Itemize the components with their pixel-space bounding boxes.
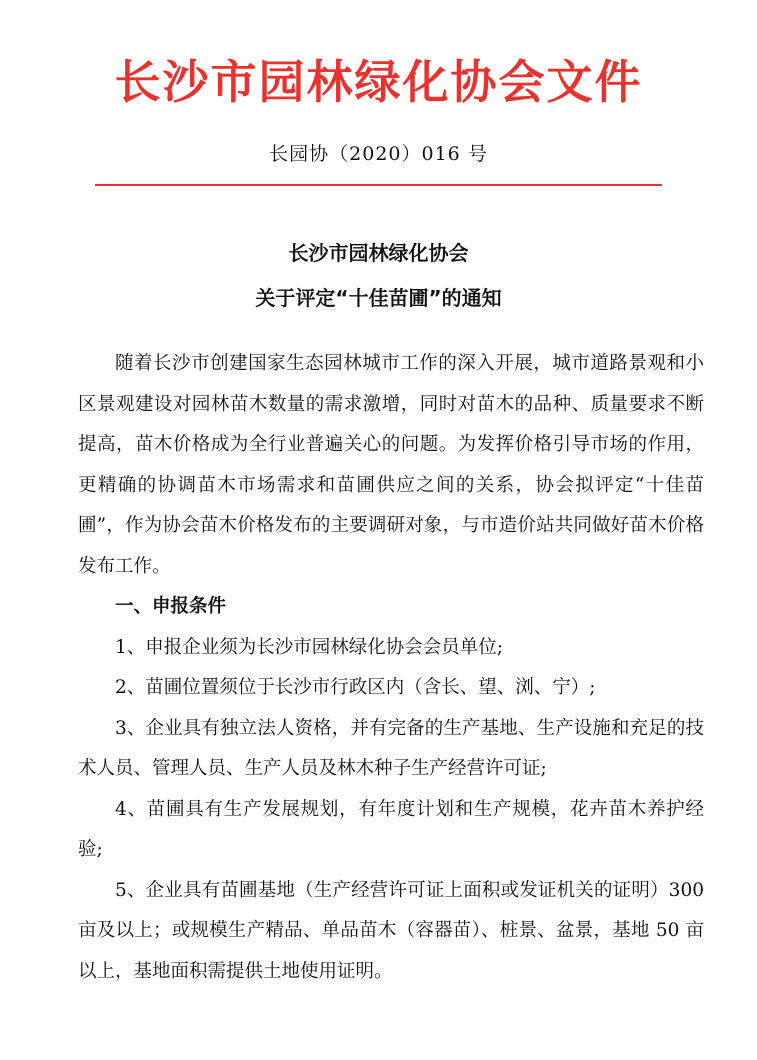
list-item: 2、苗圃位置须位于长沙市行政区内（含长、望、浏、宁）; [115,677,596,698]
list-item: 5、企业具有苗圃基地（生产经营许可证上面积或发证机关的证明）300 亩及以上；或规模生产精品、单品苗木（容器苗）、桩景、盆景，基地 50 亩以上，基地面积需提供土地使用证明。 [78,879,704,982]
list-item: 4、苗圃具有生产发展规划，有年度计划和生产规模，花卉苗木养护经验; [78,798,704,860]
notice-title-line1: 长沙市园林绿化协会 [288,241,469,265]
document-number: 长园协（2020）016 号 [269,143,488,165]
section-heading: 一、申报条件 [115,596,227,617]
header-divider [95,184,662,186]
document-body [78,344,704,992]
document-header-title: 长沙市园林绿化协会文件 [114,55,643,109]
intro-paragraph: 随着长沙市创建国家生态园林城市工作的深入开展，城市道路景观和小区景观建设对园林苗木数量的需求激增，同时对苗木的品种、质量要求不断提高，苗木价格成为全行业普遍关心的问题。为发挥价格引导市场的作用，更精确的协调苗木市场需求和苗圃供应之间的关系，协会拟评定“十佳苗圃”，作为协会苗木价格发布的主要调研对象，与市造价站共同做好苗木价格发布工作。 [78,353,704,577]
list-item: 3、企业具有独立法人资格，并有完备的生产基地、生产设施和充足的技术人员、管理人员、生产人员及林木种子生产经营许可证; [78,717,704,779]
notice-title-line2: 关于评定“十佳苗圃”的通知 [255,286,502,310]
list-item: 1、申报企业须为长沙市园林绿化协会会员单位; [115,636,504,658]
